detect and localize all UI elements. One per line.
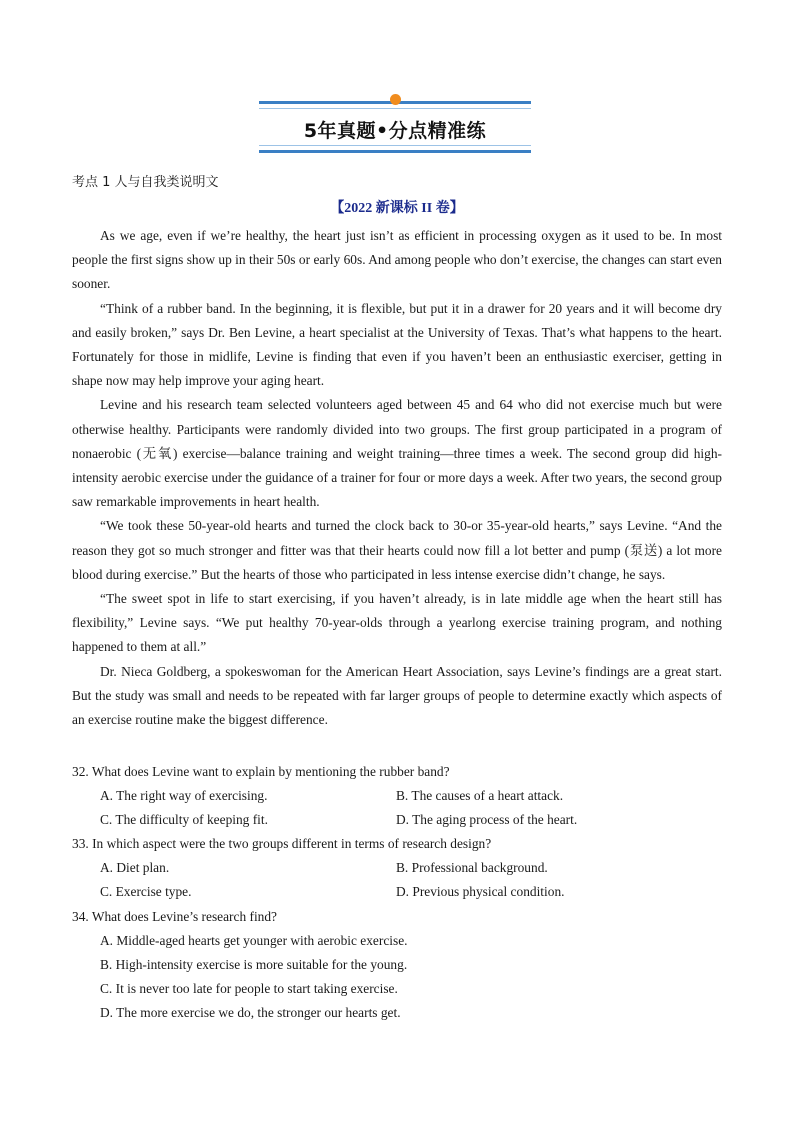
- option-c: C. It is never too late for people to start taking exercise.: [100, 980, 398, 996]
- passage-paragraph: Levine and his research team selected volunteers aged between 45 and 64 who did not exercise much but were otherwise healthy. Participants were randomly divided into two groups. The first group participated in a program of nonaerobic (无氧) exercise—balance training and weight training—three times a week. The second group did high-intensity aerobic exercise under the guidance of a trainer for four or more days a week. After two years, the second group saw remarkable improvements in heart health.: [72, 397, 722, 510]
- passage-paragraph: Dr. Nieca Goldberg, a spokeswoman for the American Heart Association, says Levine’s findings are a great start. But the study was small and needs to be repeated with far larger groups of people to determine exactly which aspects of an exercise routine make the biggest difference.: [72, 663, 722, 728]
- passage-paragraph: As we age, even if we’re healthy, the heart just isn’t as efficient in processing oxygen as it used to be. In most people the first signs show up in their 50s or early 60s. And among people who don’t exercise, the changes can start even sooner.: [72, 228, 722, 292]
- exam-title: 【2022 新课标 II 卷】: [330, 201, 464, 216]
- option-list: [72, 929, 722, 1025]
- option-c: C. The difficulty of keeping fit.: [100, 812, 268, 828]
- question-32: [72, 760, 722, 832]
- passage-paragraph: “Think of a rubber band. In the beginning, it is flexible, but put it in a drawer for 20 years and it will become dry and easily broken,” says Dr. Ben Levine, a heart specialist at the University of Texas. That’s what happens to the heart. Fortunately for those in midlife, Levine is finding that even if you haven’t been an enthusiastic exerciser, getting in shape now may help improve your aging heart.: [72, 300, 722, 389]
- question-stem: 34. What does Levine’s research find?: [72, 908, 277, 924]
- question-stem: 33. In which aspect were the two groups different in terms of research design?: [72, 836, 492, 852]
- option-a: A. Middle-aged hearts get younger with aerobic exercise.: [100, 932, 408, 948]
- passage-paragraph: “We took these 50-year-old hearts and turned the clock back to 30-or 35-year-old hearts,” says Levine. “And the reason they got so much stronger and fitter was that their hearts could now fill a lot better and pump (泵送) a lot more blood during exercise.” But the hearts of those who participated in less intense exercise didn’t change, he says.: [72, 518, 722, 582]
- option-c: C. Exercise type.: [100, 884, 192, 900]
- orange-dot-icon: [390, 94, 401, 105]
- option-b: B. High-intensity exercise is more suitable for the young.: [100, 956, 408, 972]
- option-d: D. Previous physical condition.: [396, 884, 565, 900]
- option-b: B. The causes of a heart attack.: [396, 788, 564, 804]
- banner-title: 5年真题•分点精准练: [303, 120, 487, 142]
- question-33: [72, 832, 722, 904]
- section-label: 考点 1 人与自我类说明文: [72, 175, 219, 190]
- reading-passage: [72, 224, 722, 732]
- option-d: D. The more exercise we do, the stronger our hearts get.: [100, 1004, 401, 1020]
- option-grid: [72, 856, 722, 904]
- option-d: D. The aging process of the heart.: [396, 812, 578, 828]
- title-banner: [259, 101, 531, 153]
- option-b: B. Professional background.: [396, 860, 548, 876]
- option-grid: [72, 784, 722, 832]
- question-34: [72, 905, 722, 1025]
- question-list: [72, 760, 722, 1025]
- passage-paragraph: “The sweet spot in life to start exercising, if you haven’t already, is in late middle age when the heart still has flexibility,” Levine says. “We put healthy 70-year-olds through a yearlong exercise training program, and nothing happened to them at all.”: [72, 591, 722, 655]
- option-a: A. The right way of exercising.: [100, 788, 268, 804]
- option-a: A. Diet plan.: [100, 860, 170, 876]
- question-stem: 32. What does Levine want to explain by mentioning the rubber band?: [72, 764, 450, 779]
